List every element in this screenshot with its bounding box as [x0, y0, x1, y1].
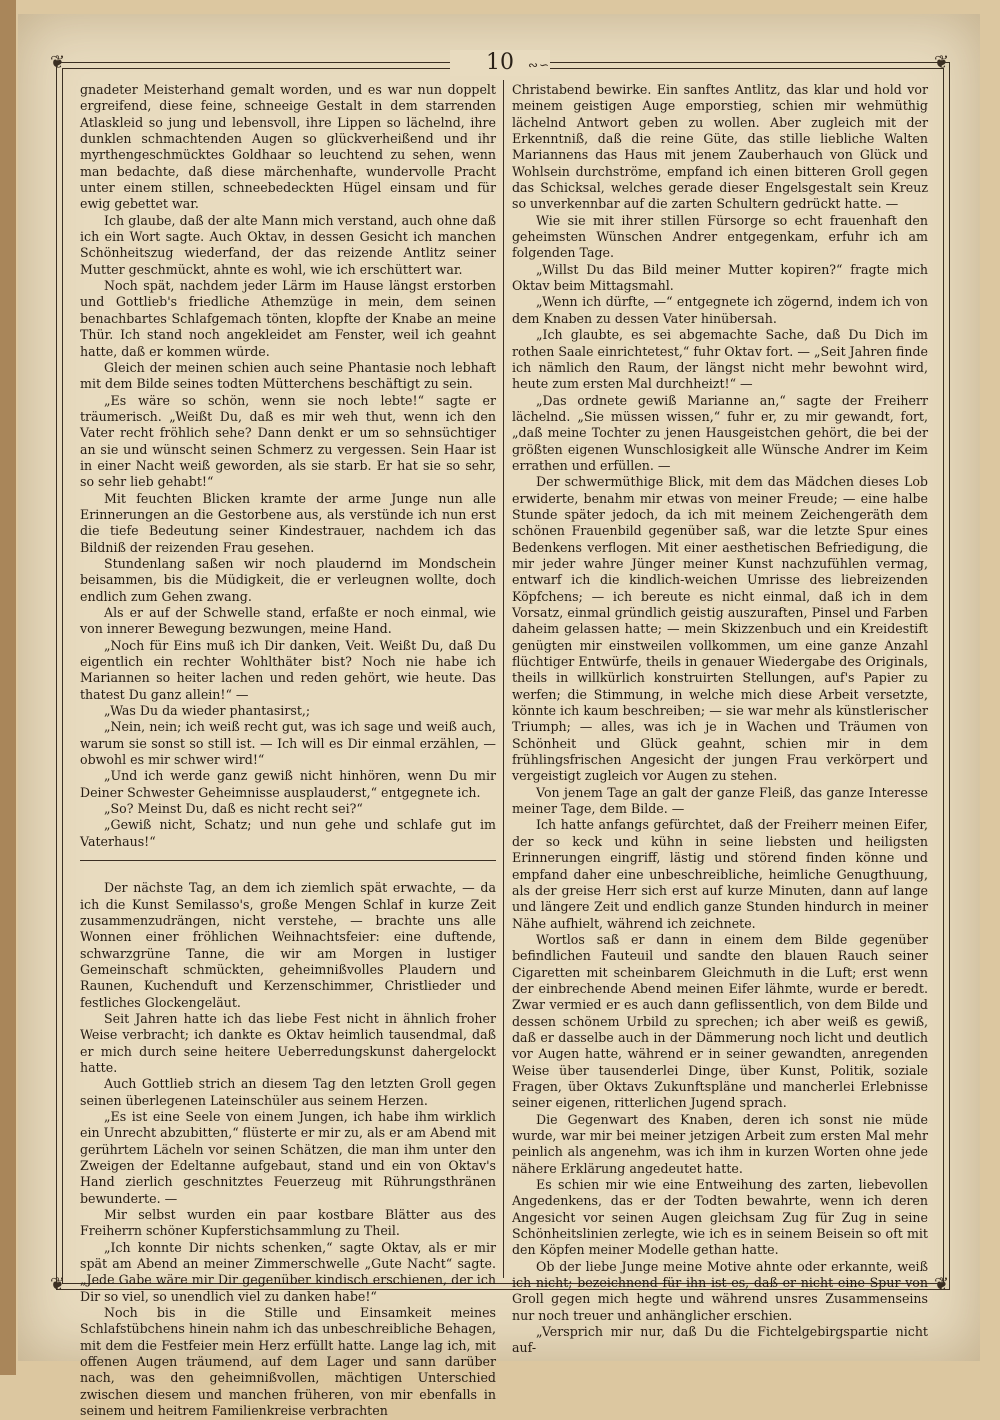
page-number: 10 — [450, 50, 550, 76]
paragraph: „Es wäre so schön, wenn sie noch lebte!“ sagte er träumerisch. „Weißt Du, daß es mir weh thut, wenn ich den Vater recht fröhlich sehe? Dann denkt er um so sehnsüchtiger an sie und wünscht seinen Schmerz zu vergessen. Sein Haar ist in einer Nacht weiß geworden, als sie starb. Er hat sie so sehr, so sehr lieb gehabt!“ — [80, 392, 496, 490]
paragraph: „Das ordnete gewiß Marianne an,“ sagte der Freiherr lächelnd. „Sie müssen wissen,“ fuhr er, zu mir gewandt, fort, „daß meine Tochter zu jenen Hausgeistchen gehört, die bei der größten eigenen Wunschlosigkeit alle Wünsche Andrer im Keim errathen und erfüllen. — — [512, 392, 928, 473]
paragraph: Es schien mir wie eine Entweihung des zarten, liebevollen Angedenkens, das er der Todten bewahrte, wenn ich deren Angesicht vor seinen Augen gleichsam Zug für Zug in seine Schönheitslinien zerlegte, wie ich es in seinem Beisein so oft mit den Köpfen meiner Modelle gethan hatte. — [512, 1177, 928, 1258]
corner-ornament-icon: ❦ — [50, 1274, 66, 1295]
paragraph: „Noch für Eins muß ich Dir danken, Veit. Weißt Du, daß Du eigentlich ein rechter Wohlthäter bist? Noch nie habe ich Mariannen so heiter lachen und reden gehört, wie heute. Das thatest Du ganz allein!“ — — [80, 637, 496, 702]
paragraph: „Versprich mir nur, daß Du die Fichtelgebirgspartie nicht auf- — [512, 1324, 928, 1356]
paragraph: Wie sie mit ihrer stillen Fürsorge so echt frauenhaft den geheimsten Wünschen Andrer entgegenkam, erfuhr ich am folgenden Tage. — [512, 212, 928, 261]
paragraph: Der schwermüthige Blick, mit dem das Mädchen dieses Lob erwiderte, benahm mir etwas von meiner Freude; — eine halbe Stunde später jedoch, da ich mit meinem Zeichengeräth dem schönen Frauenbild gegenüber saß, war die letzte Spur eines Bedenkens verflogen. Mit einer aesthetischen Befriedigung, die mir jeder wahre Jünger meiner Kunst nachzufühlen vermag, entwarf ich die kindlich-weichen Umrisse des liebreizenden Köpfchens; — ich bereute es nicht einmal, daß ich in dem Vorsatz, einmal gründlich geistig auszuraften, Pinsel und Farben daheim gelassen hatte; — mein Skizzenbuch und ein Kreidestift genügten mir einstweilen vollkommen, um eine ganze Anzahl flüchtiger Entwürfe, theils in genauer Wiedergabe des Originals, theils in willkürlich konstruirten Stellungen, auf's Papier zu werfen; die Stimmung, in welche mich diese Arbeit versetzte, könnte ich kaum beschreiben; — sie war mehr als künstlerischer Triumph; — alles, was ich je in Wachen und Träumen von Schönheit und Glück geahnt, schien mir in dem frühlingsfrischen Angesicht der jungen Frau verkörpert und vergeistigt zugleich vor Augen zu stehen. — [512, 474, 928, 784]
paragraph: Ich hatte anfangs gefürchtet, daß der Freiherr meinen Eifer, der so keck und kühn in seine liebsten und heiligsten Erinnerungen eingriff, lästig und störend finden könne und empfand daher eine unbeschreibliche, heimliche Genugthuung, als der greise Herr sich erst auf kurze Minuten, dann auf lange und längere Zeit und endlich ganze Stunden hindurch in meiner Nähe aufhielt, während ich zeichnete. — [512, 817, 928, 931]
right-column — [512, 82, 928, 1356]
paragraph: „So? Meinst Du, daß es nicht recht sei?“ — [104, 801, 363, 817]
paragraph: Christabend bewirke. Ein sanftes Antlitz, das klar und hold vor meinem geistigen Auge emporstieg, schien mir wehmüthig lächelnd Antwort geben zu wollen. Aber zugleich mit der Erkenntniß, daß die reine Güte, das stille liebliche Walten Mariannens das Haus mit jenem Zauberhauch von Glück und Wohlsein durchströme, empfand ich einen bitteren Groll gegen das Schicksal, welches gerade dieser Engelsgestalt sein Kreuz so unverkennbar auf die zarten Schultern gedrückt hatte. — — [512, 82, 928, 212]
paragraph: „Nein, nein; ich weiß recht gut, was ich sage und weiß auch, warum sie sonst so still ist. — Ich will es Dir einmal erzählen, — obwohl es mir schwer wird!“ — [80, 719, 496, 768]
paragraph: Der nächste Tag, an dem ich ziemlich spät erwachte, — da ich die Kunst Semilasso's, große Mengen Schlaf in kurze Zeit zusammenzudrängen, nicht verstehe, — brachte uns alle Wonnen einer fröhlichen Weihnachtsfeier: eine duftende, schwarzgrüne Tanne, die wir am Morgen in lustiger Gemeinschaft schmückten, geheimnißvolles Plaudern und Raunen, Kuchenduft und Kerzenschimmer, Christlieder und festliches Glockengeläut. — [80, 880, 496, 1010]
paragraph: „Willst Du das Bild meiner Mutter kopiren?“ fragte mich Oktav beim Mittagsmahl. — [512, 261, 928, 294]
paragraph: Von jenem Tage an galt der ganze Fleiß, das ganze Interesse meiner Tage, dem Bilde. — — [512, 784, 928, 817]
paragraph: Noch bis in die Stille und Einsamkeit meines Schlafstübchens hinein nahm ich das unbeschreibliche Behagen, mit dem die Festfeier mein Herz erfüllt hatte. Lange lag ich, mit offenen Augen träumend, auf dem Lager und sann darüber nach, was den geheimnißvollen, mächtigen Unterschied zwischen diesem und manchen früheren, von mir ebenfalls in seinem und heitrem Familienkreise verbrachten — [80, 1305, 496, 1419]
corner-ornament-icon: ❦ — [934, 52, 950, 73]
paragraph: „Und ich werde ganz gewiß nicht hinhören, wenn Du mir Deiner Schwester Geheimnisse ausplauderst,“ entgegnete ich. — [80, 768, 496, 800]
column-divider — [503, 80, 504, 1278]
paragraph: „Ich konnte Dir nichts schenken,“ sagte Oktav, als er mir spät am Abend an meiner Zimmerschwelle „Gute Nacht“ sagte. „Jede Gabe wäre mir Dir gegenüber kindisch erschienen, der ich Dir so viel, so unendlich viel zu danken habe!“ — [80, 1239, 496, 1304]
paragraph: Ich glaube, daß der alte Mann mich verstand, auch ohne daß ich ein Wort sagte. Auch Oktav, in dessen Gesicht ich manchen Schönheitszug wiederfand, der das reizende Antlitz seiner Mutter geschmückt, ahnte es wohl, wie ich erschüttert war. — [80, 212, 496, 277]
paragraph: Seit Jahren hatte ich das liebe Fest nicht in ähnlich froher Weise verbracht; ich dankte es Oktav heimlich tausendmal, daß er mich durch seine heitere Ueberredungskunst dahergelockt hatte. — [80, 1010, 496, 1075]
paragraph: Die Gegenwart des Knaben, deren ich sonst nie müde wurde, war mir bei meiner jetzigen Arbeit zum ersten Mal mehr peinlich als angenehm, was ich ihm in kurzen Worten ohne jede nähere Erklärung angedeutet hatte. — [512, 1111, 928, 1176]
paragraph: Mir selbst wurden ein paar kostbare Blätter aus des Freiherrn schöner Kupferstichsammlung zu Theil. — [80, 1207, 496, 1239]
paragraph: Stundenlang saßen wir noch plaudernd im Mondschein beisammen, bis die Müdigkeit, die er verleugnen wollte, doch endlich zum Gehen zwang. — [80, 555, 496, 604]
book-spine — [0, 0, 16, 1375]
paragraph: „Ich glaubte, es sei abgemachte Sache, daß Du Dich im rothen Saale einrichtetest,“ fuhr Oktav fort. — „Seit Jahren finde ich nämlich den Raum, der längst nicht mehr bewohnt wird, heute zum ersten Mal durchheizt!“ — — [512, 327, 928, 392]
corner-ornament-icon: ❦ — [934, 1274, 950, 1295]
paragraph: „Was Du da wieder phantasirst,; — [104, 703, 311, 719]
paragraph: gnadeter Meisterhand gemalt worden, und es war nun doppelt ergreifend, diese feine, schneeige Gestalt in dem starrenden Atlaskleid so jung und lebensvoll, ihre Lippen so lächelnd, ihre dunklen schmachtenden Augen so glückverheißend und ihr myrthengeschmücktes Goldhaar so leuchtend zu sehen, wenn man bedachte, daß diese märchenhafte, wundervolle Pracht unter einem stillen, schneebedeckten Hügel einsam und für ewig gebettet war. — [80, 82, 496, 212]
flourish-right-icon: ∾∽ — [528, 58, 551, 72]
paragraph: Wortlos saß er dann in einem dem Bilde gegenüber befindlichen Fauteuil und sandte den blauen Rauch seiner Cigaretten mit scheinbarem Gleichmuth in die Luft; erst wenn der einbrechende Abend meinen Eifer lähmte, wurde er beredt. Zwar vermied er es auch dann geflissentlich, von dem Bilde und dessen schönem Urbild zu sprechen; ich aber weiß es gewiß, daß er dasselbe auch in der Dämmerung noch licht und deutlich vor Augen hatte, während er in seiner gewandten, anregenden Weise über tausenderlei Dinge, über Kunst, Politik, soziale Fragen, über Oktavs Zukunftspläne und mancherlei Erlebnisse seiner eigenen, ritterlichen Jugend sprach. — [512, 931, 928, 1111]
paragraph: Gleich der meinen schien auch seine Phantasie noch lebhaft mit dem Bilde seines todten Mütterchens beschäftigt zu sein. — [80, 359, 496, 392]
paragraph: Noch spät, nachdem jeder Lärm im Hause längst erstorben und Gottlieb's friedliche Athemzüge in mein, dem seinen benachbartes Schlafgemach tönten, klopfte der Knabe an meine Thür. Ich stand noch angekleidet am Fenster, weil ich geahnt hatte, daß er kommen würde. — [80, 278, 496, 359]
left-column — [80, 82, 496, 1419]
corner-ornament-icon: ❦ — [50, 52, 66, 73]
paragraph: Ob der liebe Junge meine Motive ahnte oder erkannte, weiß ich nicht; bezeichnend für ihn ist es, daß er nicht eine Spur von Groll gegen mich hegte und während unsres Zusammenseins nur noch treuer und anhänglicher erschien. — [512, 1258, 928, 1323]
section-rule — [80, 850, 496, 880]
paragraph: „Es ist eine Seele von einem Jungen, ich habe ihm wirklich ein Unrecht abzubitten,“ flüsterte er mir zu, als er am Abend mit gerührtem Lächeln vor seinen Schätzen, die man ihm unter den Zweigen der Edeltanne aufgebaut, stand und ein von Oktav's Hand zierlich geschnitztes Feuerzeug mit Rührungsthränen bewunderte. — — [80, 1108, 496, 1206]
paragraph: „Wenn ich dürfte, —“ entgegnete ich zögernd, indem ich von dem Knaben zu dessen Vater hinübersah. — [512, 294, 928, 326]
paragraph: Mit feuchten Blicken kramte der arme Junge nun alle Erinnerungen an die Gestorbene aus, als verstünde ich nun erst die tiefe Bedeutung seiner Kindestrauer, nachdem ich das Bildniß der reizenden Frau gesehen. — [80, 490, 496, 555]
paragraph: Auch Gottlieb strich an diesem Tag den letzten Groll gegen seinen überlegenen Lateinschüler aus seinem Herzen. — [80, 1076, 496, 1108]
paragraph: Als er auf der Schwelle stand, erfaßte er noch einmal, wie von innerer Bewegung bezwungen, meine Hand. — [80, 605, 496, 637]
paragraph: „Gewiß nicht, Schatz; und nun gehe und schlafe gut im Vaterhaus!“ — [80, 817, 496, 849]
